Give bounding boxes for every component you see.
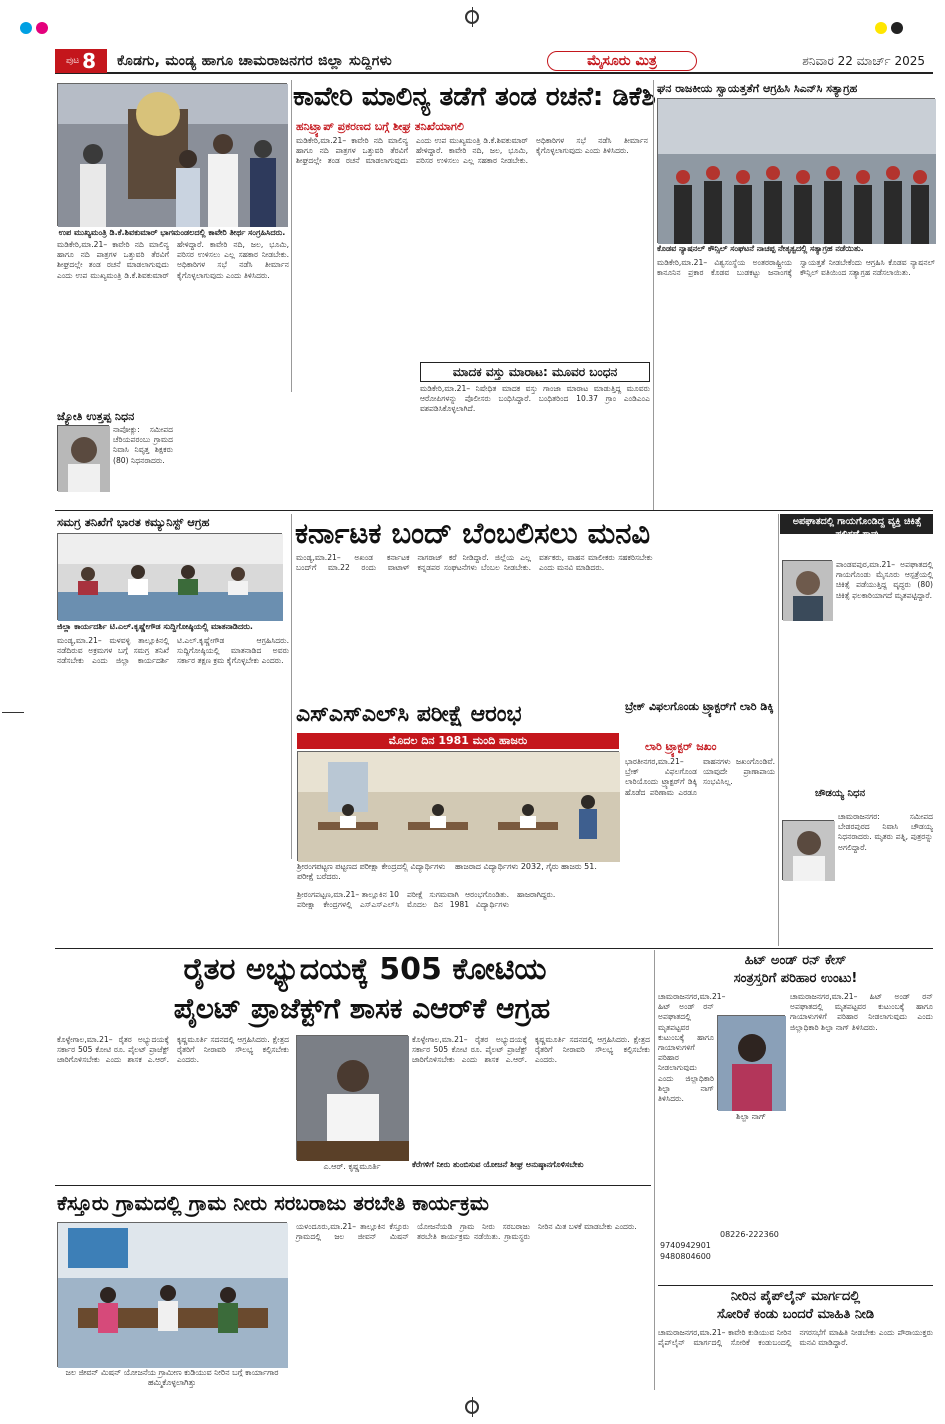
- accident-portrait: [782, 560, 832, 620]
- sslc-body: ಶ್ರೀರಂಗಪಟ್ಟಣ,ಮಾ.21– ತಾಲ್ಲೂಕಿನ 10 ಪರೀಕ್ಷಾ ಕೇಂದ್ರಗಳಲ್ಲಿ ಎಸ್‌ಎಸ್‌ಎಲ್‌ಸಿ ಪರೀಕ್ಷೆ ಸುಗಮವಾಗಿ ಆರಂಭಗೊಂಡಿತು. ಮೊದಲ ದಿನ 1981 ವಿದ್ಯಾರ್ಥಿಗಳು ಹಾಜರಾಗಿದ್ದರು.: [297, 890, 556, 910]
- registration-mark: [465, 10, 479, 24]
- kaveri-kicker: ಹನಿಟ್ರ್ಯಾಪ್ ಪ್ರಕರಣದ ಬಗ್ಗೆ ಶೀಘ್ರ ತನಿಖೆಯಾಗಲಿ: [296, 120, 464, 133]
- farmers-headline-line1: ರೈತರ ಅಭ್ಯುದಯಕ್ಕೆ 505 ಕೋಟಿಯ: [183, 952, 547, 987]
- sslc-subhead: ಮೊದಲ ದಿನ 1981 ಮಂದಿ ಹಾಜರು: [297, 733, 619, 749]
- farmers-photo-caption: ಎ.ಆರ್. ಕೃಷ್ಣಮೂರ್ತಿ: [323, 1162, 381, 1171]
- lorry-body: ಭಾರತೀನಗರ,ಮಾ.21– ಬ್ರೇಕ್ ವಿಫಲಗೊಂಡ ಲಾರಿಯೊಂದು ಟ್ರ್ಯಾಕ್ಟರ್‌ಗೆ ಡಿಕ್ಕಿ ಹೊಡೆದ ಪರಿಣಾಮ ಎರಡೂ ವಾಹನಗಳು ಜಖಂಗೊಂಡಿವೆ. ಯಾವುದೇ ಪ್ರಾಣಾಪಾಯ ಸಂಭವಿಸಿಲ್ಲ.: [625, 757, 775, 797]
- section-rule: [55, 510, 933, 511]
- obituary1-title: ಜ್ಯೋತಿ ಉತ್ತಪ್ಪ ನಿಧನ: [57, 410, 135, 423]
- section-rule: [55, 948, 933, 949]
- kaveri-body-continued: ಮಡಿಕೇರಿ,ಮಾ.21– ಕಾವೇರಿ ನದಿ ಮಾಲಿನ್ಯ ಹಾಗೂ ನದಿ ಪಾತ್ರಗಳ ಒತ್ತುವರಿ ತೆರವಿಗೆ ಶೀಘ್ರದಲ್ಲೇ ತಂಡ ರಚನೆ ಮಾಡಲಾಗುವುದು ಎಂದು ಉಪ ಮುಖ್ಯಮಂತ್ರಿ ಡಿ.ಕೆ.ಶಿವಕುಮಾರ್ ಹೇಳಿದ್ದಾರೆ. ಕಾವೇರಿ ನದಿ, ಜಲ, ಭೂಮಿ, ಪರಿಸರ ಉಳಿಸಲು ಎಲ್ಲ ಸಹಕಾರ ನೀಡಬೇಕು. ಅಧಿಕಾರಿಗಳ ಸಭೆ ನಡೆಸಿ ತೀರ್ಮಾನ ಕೈಗೊಳ್ಳಲಾಗುವುದು ಎಂದು ತಿಳಿಸಿದರು.: [296, 136, 648, 166]
- page-number: 8: [82, 49, 97, 73]
- color-swatch-cyan: [20, 22, 32, 34]
- issue-date: ಶನಿವಾರ 22 ಮಾರ್ಚ್ 2025: [802, 53, 925, 68]
- hitrun-phone-3: 9480804600: [660, 1252, 711, 1261]
- hitrun-body-continued: ಚಾಮರಾಜನಗರ,ಮಾ.21– ಹಿಟ್ ಅಂಡ್ ರನ್ ಅಪಘಾತದಲ್ಲಿ ಮೃತಪಟ್ಟವರ ಕುಟುಂಬಕ್ಕೆ ಹಾಗೂ ಗಾಯಾಳುಗಳಿಗೆ ಪರಿಹಾರ ನೀಡಲಾಗುವುದು ಎಂದು ಜಿಲ್ಲಾಧಿಕಾರಿ ಶಿಲ್ಪಾ ನಾಗ್ ತಿಳಿಸಿದರು.: [790, 992, 933, 1032]
- water-photo-caption: ಜಲ ಜೀವನ್ ಮಿಷನ್ ಯೋಜನೆಯ ಗ್ರಾಮೀಣ ಕುಡಿಯುವ ನೀರಿನ ಬಗ್ಗೆ ಕಾರ್ಯಾಗಾರ ಹಮ್ಮಿಕೊಳ್ಳಲಾಗಿತ್ತು: [65, 1368, 279, 1387]
- hitrun-headline-line1: ಹಿಟ್ ಅಂಡ್ ರನ್ ಕೇಸ್: [744, 953, 847, 968]
- hitrun-photo: [717, 1015, 785, 1110]
- cpi-body: ಮಂಡ್ಯ,ಮಾ.21– ಮಳವಳ್ಳಿ ತಾಲ್ಲೂಕಿನಲ್ಲಿ ನಡೆದಿರುವ ಅಕ್ರಮಗಳ ಬಗ್ಗೆ ಸಮಗ್ರ ತನಿಖೆ ನಡೆಸಬೇಕು ಎಂದು ಜಿಲ್ಲಾ ಕಾರ್ಯದರ್ಶಿ ಟಿ.ಎಲ್.ಕೃಷ್ಣೇಗೌಡ ಆಗ್ರಹಿಸಿದರು. ಸುದ್ದಿಗೋಷ್ಠಿಯಲ್ಲಿ ಮಾತನಾಡಿದ ಅವರು ಸರ್ಕಾರ ತಕ್ಷಣ ಕ್ರಮ ಕೈಗೊಳ್ಳಬೇಕು ಎಂದರು.: [57, 636, 289, 666]
- accident-headline: ಅಪಘಾತದಲ್ಲಿ ಗಾಯಗೊಂಡಿದ್ದ ವ್ಯಕ್ತಿ ಚಿಕಿತ್ಸೆ ಫಲಿಸದೆ ಸಾವು: [792, 516, 922, 540]
- kaveri-photo-caption: ಉಪ ಮುಖ್ಯಮಂತ್ರಿ ಡಿ.ಕೆ.ಶಿವಕುಮಾರ್ ಭಾಗಮಂಡಲದಲ್ಲಿ ಕಾವೇರಿ ತೀರ್ಥ ಸಂಗ್ರಹಿಸಿದರು.: [58, 228, 286, 237]
- hitrun-phone-2: 9740942901: [660, 1241, 711, 1250]
- accident-body: ಪಾಂಡವಪುರ,ಮಾ.21– ಅಪಘಾತದಲ್ಲಿ ಗಾಯಗೊಂಡು ಮೈಸೂರು ಆಸ್ಪತ್ರೆಯಲ್ಲಿ ಚಿಕಿತ್ಸೆ ಪಡೆಯುತ್ತಿದ್ದ ವೃದ್ಧರು (80) ಚಿಕಿತ್ಸೆ ಫಲಕಾರಿಯಾಗದೆ ಮೃತಪಟ್ಟಿದ್ದಾರೆ.: [836, 560, 933, 600]
- obituary2-body: ಚಾಮರಾಜನಗರ: ಸಮೀಪದ ಬೇಡರಪುರದ ನಿವಾಸಿ ಚೌಡಯ್ಯ ನಿಧನರಾದರು. ಮೃತರು ಪತ್ನಿ, ಪುತ್ರರನ್ನು ಅಗಲಿದ್ದಾರೆ.: [838, 812, 933, 852]
- cpi-photo-caption: ಜಿಲ್ಲಾ ಕಾರ್ಯದರ್ಶಿ ಟಿ.ಎಲ್.ಕೃಷ್ಣೇಗೌಡ ಸುದ್ದಿಗೋಷ್ಠಿಯಲ್ಲಿ ಮಾತನಾಡಿದರು.: [57, 622, 253, 631]
- cpi-headline: ಸಮಗ್ರ ತನಿಖೆಗೆ ಭಾರತ ಕಮ್ಯುನಿಸ್ಟ್ ಆಗ್ರಹ: [57, 515, 210, 529]
- pipeline-headline-line1: ನೀರಿನ ಪೈಪ್‌ಲೈನ್ ಮಾರ್ಗದಲ್ಲಿ: [730, 1289, 861, 1304]
- farmers-quote: ಕೆರೆಗಳಿಗೆ ನೀರು ತುಂಬಿಸುವ ಯೋಜನೆ ಶೀಘ್ರ ಅನುಷ್ಠಾನಗೊಳಿಸಬೇಕು: [412, 1160, 584, 1169]
- sslc-photo: [297, 751, 619, 861]
- kaveri-body: ಮಡಿಕೇರಿ,ಮಾ.21– ಕಾವೇರಿ ನದಿ ಮಾಲಿನ್ಯ ಹಾಗೂ ನದಿ ಪಾತ್ರಗಳ ಒತ್ತುವರಿ ತೆರವಿಗೆ ಶೀಘ್ರದಲ್ಲೇ ತಂಡ ರಚನೆ ಮಾಡಲಾಗುವುದು ಎಂದು ಉಪ ಮುಖ್ಯಮಂತ್ರಿ ಡಿ.ಕೆ.ಶಿವಕುಮಾರ್ ಹೇಳಿದ್ದಾರೆ. ಕಾವೇರಿ ನದಿ, ಜಲ, ಭೂಮಿ, ಪರಿಸರ ಉಳಿಸಲು ಎಲ್ಲ ಸಹಕಾರ ನೀಡಬೇಕು. ಅಧಿಕಾರಿಗಳ ಸಭೆ ನಡೆಸಿ ತೀರ್ಮಾನ ಕೈಗೊಳ್ಳಲಾಗುವುದು ಎಂದು ತಿಳಿಸಿದರು.: [57, 240, 289, 280]
- page-number-badge: [55, 49, 107, 73]
- kaveri-headline: ಕಾವೇರಿ ಮಾಲಿನ್ಯ ತಡೆಗೆ ತಂಡ ರಚನೆ: ಡಿಕೆಶಿ: [293, 82, 656, 112]
- color-swatch-magenta: [36, 22, 48, 34]
- pipeline-headline-line2: ಸೋರಿಕೆ ಕಂಡು ಬಂದರೆ ಮಾಹಿತಿ ನೀಡಿ: [716, 1307, 875, 1322]
- water-photo: [57, 1222, 287, 1367]
- column-divider: [291, 80, 292, 392]
- obituary2-portrait: [782, 820, 834, 880]
- hitrun-headline-line2: ಸಂತ್ರಸ್ತರಿಗೆ ಪರಿಹಾರ ಉಂಟು!: [733, 971, 858, 986]
- satyagraha-photo-caption: ಕೊಡವ ನ್ಯಾಷನಲ್ ಕೌನ್ಸಿಲ್ ಸಂಘಟನೆ ನಾಚಪ್ಪ ನೇತೃತ್ವದಲ್ಲಿ ಸತ್ಯಾಗ್ರಹ ನಡೆಯಿತು.: [657, 244, 864, 253]
- farmers-photo: [296, 1035, 408, 1160]
- section-title: ಕೊಡಗು, ಮಂಡ್ಯ ಹಾಗೂ ಚಾಮರಾಜನಗರ ಜಿಲ್ಲಾ ಸುದ್ದಿಗಳು: [117, 53, 392, 69]
- column-divider: [653, 80, 654, 510]
- column-divider: [778, 514, 779, 946]
- satyagraha-photo: [657, 98, 935, 243]
- drug-headline: ಮಾದಕ ವಸ್ತು ಮಾರಾಟ: ಮೂವರ ಬಂಧನ: [420, 362, 650, 382]
- sslc-caption-1: ಶ್ರೀರಂಗಪಟ್ಟಣ ಪಟ್ಟಣದ ಪರೀಕ್ಷಾ ಕೇಂದ್ರದಲ್ಲಿ ವಿದ್ಯಾರ್ಥಿಗಳು ಪರೀಕ್ಷೆ ಬರೆದರು.: [297, 862, 446, 881]
- drug-body: ಮಡಿಕೇರಿ,ಮಾ.21– ನಿಷೇಧಿತ ಮಾದಕ ವಸ್ತು ಗಾಂಜಾ ಮಾರಾಟ ಮಾಡುತ್ತಿದ್ದ ಮೂವರು ಆರೋಪಿಗಳನ್ನು ಪೊಲೀಸರು ಬಂಧಿಸಿದ್ದಾರೆ. ಬಂಧಿತರಿಂದ 10.37 ಗ್ರಾಂ ಎಂಡಿಎಂಎ ವಶಪಡಿಸಿಕೊಳ್ಳಲಾಗಿದೆ.: [420, 384, 650, 414]
- lorry-kicker: ಲಾರಿ ಟ್ರ್ಯಾಕ್ಟರ್ ಜಖಂ: [645, 740, 717, 753]
- color-swatch-yellow: [875, 22, 887, 34]
- obituary1-portrait: [57, 425, 109, 491]
- bandh-headline: ಕರ್ನಾಟಕ ಬಂದ್ ಬೆಂಬಲಿಸಲು ಮನವಿ: [295, 516, 651, 550]
- lorry-headline: ಬ್ರೇಕ್ ವಿಫಲಗೊಂಡು ಟ್ರ್ಯಾಕ್ಟರ್‌ಗೆ ಲಾರಿ ಡಿಕ್ಕಿ: [625, 700, 774, 713]
- kaveri-photo: [57, 83, 287, 226]
- masthead: ಮೈಸೂರು ಮಿತ್ರ: [547, 51, 697, 71]
- cpi-photo: [57, 533, 282, 620]
- crop-mark: [2, 712, 24, 713]
- pipeline-body: ಚಾಮರಾಜನಗರ,ಮಾ.21– ಕಾವೇರಿ ಕುಡಿಯುವ ನೀರಿನ ಪೈಪ್‌ಲೈನ್ ಮಾರ್ಗದಲ್ಲಿ ಸೋರಿಕೆ ಕಂಡುಬಂದಲ್ಲಿ ನಗರಸಭೆಗೆ ಮಾಹಿತಿ ನೀಡಬೇಕು ಎಂದು ಪೌರಾಯುಕ್ತರು ಮನವಿ ಮಾಡಿದ್ದಾರೆ.: [658, 1328, 933, 1348]
- satyagraha-headline: ಘನ ರಾಜಕೀಯ ಸ್ವಾಯತ್ತತೆಗೆ ಆಗ್ರಹಿಸಿ ಸಿಎನ್‌ಸಿ ಸತ್ಯಾಗ್ರಹ: [657, 82, 858, 95]
- water-body: ಯಳಂದೂರು,ಮಾ.21– ತಾಲ್ಲೂಕಿನ ಕೆಸ್ತೂರು ಗ್ರಾಮದಲ್ಲಿ ಜಲ ಜೀವನ್ ಮಿಷನ್ ಯೋಜನೆಯಡಿ ಗ್ರಾಮ ನೀರು ಸರಬರಾಜು ತರಬೇತಿ ಕಾರ್ಯಕ್ರಮ ನಡೆಯಿತು. ಗ್ರಾಮಸ್ಥರು ನೀರಿನ ಮಿತ ಬಳಕೆ ಮಾಡಬೇಕು ಎಂದರು.: [296, 1222, 637, 1242]
- bandh-body: ಮಂಡ್ಯ,ಮಾ.21– ಅಖಂಡ ಕರ್ನಾಟಕ ಬಂದ್‌ಗೆ ಮಾ.22 ರಂದು ವಾಟಾಳ್ ನಾಗರಾಜ್ ಕರೆ ನೀಡಿದ್ದಾರೆ. ಜಿಲ್ಲೆಯ ಎಲ್ಲ ಕನ್ನಡಪರ ಸಂಘಟನೆಗಳು ಬೆಂಬಲ ನೀಡಬೇಕು. ವರ್ತಕರು, ವಾಹನ ಮಾಲೀಕರು ಸಹಕರಿಸಬೇಕು ಎಂದು ಮನವಿ ಮಾಡಿದರು.: [296, 553, 653, 573]
- farmers-body: ಕೊಳ್ಳೇಗಾಲ,ಮಾ.21– ರೈತರ ಅಭ್ಯುದಯಕ್ಕೆ ಸರ್ಕಾರ 505 ಕೋಟಿ ರೂ. ಪೈಲಟ್ ಪ್ರಾಜೆಕ್ಟ್ ಜಾರಿಗೊಳಿಸಬೇಕು ಎಂದು ಶಾಸಕ ಎ.ಆರ್. ಕೃಷ್ಣಮೂರ್ತಿ ಸದನದಲ್ಲಿ ಆಗ್ರಹಿಸಿದರು. ಕ್ಷೇತ್ರದ ರೈತರಿಗೆ ನೀರಾವರಿ ಸೌಲಭ್ಯ ಕಲ್ಪಿಸಬೇಕು ಎಂದರು.: [57, 1035, 289, 1065]
- obituary2-title: ಚೌಡಯ್ಯ ನಿಧನ: [815, 788, 866, 799]
- sslc-headline: ಎಸ್‌ಎಸ್‌ಎಲ್‌ಸಿ ಪರೀಕ್ಷೆ ಆರಂಭ: [296, 702, 522, 727]
- page-label: ಪುಟ: [65, 56, 80, 66]
- section-rule: [55, 1185, 651, 1186]
- water-headline: ಕೆಸ್ತೂರು ಗ್ರಾಮದಲ್ಲಿ ಗ್ರಾಮ ನೀರು ಸರಬರಾಜು ತರಬೇತಿ ಕಾರ್ಯಕ್ರಮ: [57, 1191, 489, 1215]
- satyagraha-body: ಮಡಿಕೇರಿ,ಮಾ.21– ವಿಶ್ವಸಂಸ್ಥೆಯ ಅಂತರರಾಷ್ಟ್ರೀಯ ಕಾನೂನಿನ ಪ್ರಕಾರ ಕೊಡವ ಬುಡಕಟ್ಟು ಜನಾಂಗಕ್ಕೆ ಸ್ವಾಯತ್ತತೆ ನೀಡಬೇಕೆಂದು ಆಗ್ರಹಿಸಿ ಕೊಡವ ನ್ಯಾಷನಲ್ ಕೌನ್ಸಿಲ್ ವತಿಯಿಂದ ಸತ್ಯಾಗ್ರಹ ನಡೆಸಲಾಯಿತು.: [657, 258, 935, 278]
- farmers-body-continued: ಕೊಳ್ಳೇಗಾಲ,ಮಾ.21– ರೈತರ ಅಭ್ಯುದಯಕ್ಕೆ ಸರ್ಕಾರ 505 ಕೋಟಿ ರೂ. ಪೈಲಟ್ ಪ್ರಾಜೆಕ್ಟ್ ಜಾರಿಗೊಳಿಸಬೇಕು ಎಂದು ಶಾಸಕ ಎ.ಆರ್. ಕೃಷ್ಣಮೂರ್ತಿ ಸದನದಲ್ಲಿ ಆಗ್ರಹಿಸಿದರು. ಕ್ಷೇತ್ರದ ರೈತರಿಗೆ ನೀರಾವರಿ ಸೌಲಭ್ಯ ಕಲ್ಪಿಸಬೇಕು ಎಂದರು.: [412, 1035, 650, 1065]
- hitrun-photo-caption: ಶಿಲ್ಪಾ ನಾಗ್: [736, 1112, 766, 1121]
- hitrun-body: ಚಾಮರಾಜನಗರ,ಮಾ.21– ಹಿಟ್ ಅಂಡ್ ರನ್ ಅಪಘಾತದಲ್ಲಿ ಮೃತಪಟ್ಟವರ ಕುಟುಂಬಕ್ಕೆ ಹಾಗೂ ಗಾಯಾಳುಗಳಿಗೆ ಪರಿಹಾರ ನೀಡಲಾಗುವುದು ಎಂದು ಜಿಲ್ಲಾಧಿಕಾರಿ ಶಿಲ್ಪಾ ನಾಗ್ ತಿಳಿಸಿದರು.: [658, 992, 726, 1104]
- column-divider: [654, 950, 655, 1390]
- column-divider: [291, 514, 292, 859]
- obituary1-body: ನಾಪೋಕ್ಲು: ಸಮೀಪದ ಚೆರಿಯಪರಂಬು ಗ್ರಾಮದ ನಿವಾಸಿ ನಿವೃತ್ತ ಶಿಕ್ಷಕರು (80) ನಿಧನರಾದರು.: [113, 425, 173, 465]
- section-rule: [658, 1285, 933, 1286]
- page-header: [55, 50, 933, 74]
- hitrun-phone-1: 08226-222360: [720, 1230, 779, 1239]
- color-swatch-black: [891, 22, 903, 34]
- registration-mark: [465, 1400, 479, 1414]
- sslc-caption-2: ಹಾಜರಾದ ವಿದ್ಯಾರ್ಥಿಗಳು 2032, ಗೈರು ಹಾಜರು 51.: [455, 862, 597, 871]
- farmers-headline-line2: ಪೈಲಟ್ ಪ್ರಾಜೆಕ್ಟ್‌ಗೆ ಶಾಸಕ ಎಆರ್‌ಕೆ ಆಗ್ರಹ: [173, 992, 551, 1025]
